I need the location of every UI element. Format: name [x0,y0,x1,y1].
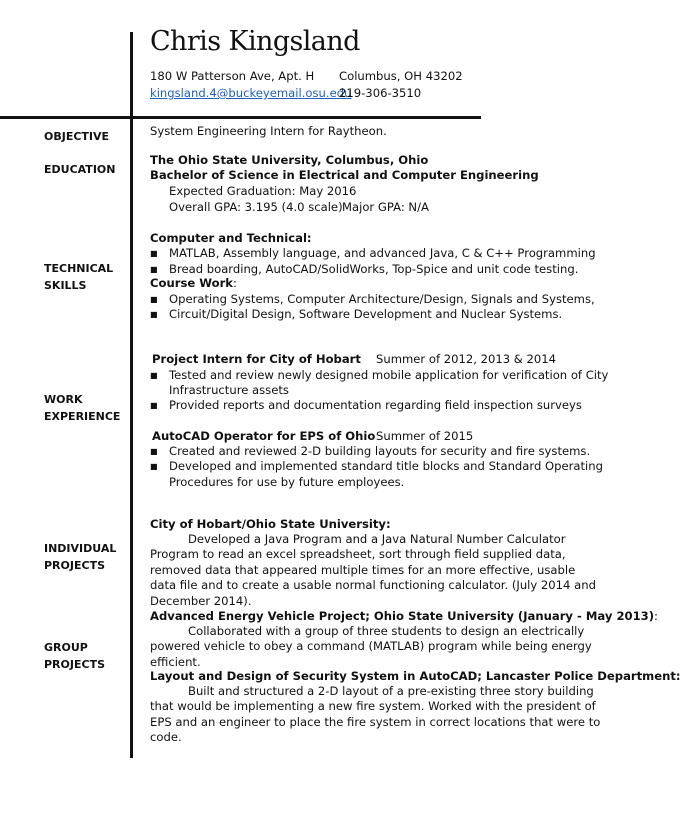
label-group-projects [44,639,105,673]
bullet-icon: ■ [150,249,158,258]
group-project1-text [150,624,602,670]
group-project2-title: Layout and Design of Security System in AutoCAD; Lancaster Police Department: [150,669,681,683]
bullet-icon: ■ [150,371,158,380]
label-objective: OBJECTIVE [44,130,110,143]
candidate-name: Chris Kingsland [150,26,360,57]
group-project1-body: Collaborated with a group of three students to design an electrically powered vehicle to obey a command (MATLAB) program while being energy efficient. [150,624,592,669]
education-school: The Ohio State University, Columbus, Ohio [150,153,429,167]
group-project1-title [150,609,658,624]
individual-project-text [150,532,602,609]
job2-bullet: Developed and implemented standard title blocks and Standard Operating [169,459,603,473]
skills-heading-coursework [150,276,237,291]
label-individual-projects [44,540,116,574]
bullet-icon: ■ [150,462,158,471]
label-line: GROUP [44,641,88,654]
phone: 219-306-3510 [339,86,422,100]
education-gpa: Overall GPA: 3.195 (4.0 scale) [169,200,343,214]
bullet-icon: ■ [150,295,158,304]
job2-bullet: Created and reviewed 2-D building layouts for security and fire systems. [169,444,591,458]
label-line: WORK [44,393,83,406]
objective-text: System Engineering Intern for Raytheon. [150,124,387,138]
coursework-label: Course Work [150,276,234,290]
skill-item: Bread boarding, AutoCAD/SolidWorks, Top-Spice and unit code testing. [169,262,579,276]
horizontal-rule [0,116,481,119]
course-item: Circuit/Digital Design, Software Development and Nuclear Systems. [169,307,563,321]
education-major-gpa: Major GPA: N/A [342,200,429,214]
vertical-rule [130,32,133,758]
individual-project-title: City of Hobart/Ohio State University: [150,517,391,531]
skills-heading-computer: Computer and Technical: [150,231,312,245]
address: 180 W Patterson Ave, Apt. H [150,69,315,83]
course-item: Operating Systems, Computer Architecture/Design, Signals and Systems, [169,292,595,306]
city: Columbus, OH 43202 [339,69,463,83]
bullet-icon: ■ [150,265,158,274]
job1-bullet: Provided reports and documentation regarding field inspection surveys [169,398,582,412]
education-degree: Bachelor of Science in Electrical and Computer Engineering [150,168,539,182]
coursework-colon: : [233,276,237,290]
job2-bullet-cont: Procedures for use by future employees. [169,475,405,489]
job1-title: Project Intern for City of Hobart [152,352,361,366]
group-project2-body: Built and structured a 2-D layout of a pre-existing three story building that would be implementing a new fire system. Worked with the president of EPS and an engineer to place the fire system in correct locations that were to code. [150,684,601,745]
group-project2-text [150,684,602,746]
job1-bullet-cont: Infrastructure assets [169,383,289,397]
education-graduation: Expected Graduation: May 2016 [169,184,357,198]
label-line: EXPERIENCE [44,410,121,423]
label-line: PROJECTS [44,559,105,572]
bullet-icon: ■ [150,310,158,319]
label-line: SKILLS [44,279,87,292]
label-line: PROJECTS [44,658,105,671]
email-link[interactable]: kingsland.4@buckeyemail.osu.edu [150,86,352,100]
label-technical-skills [44,260,113,294]
skill-item: MATLAB, Assembly language, and advanced Java, C & C++ Programming [169,246,596,260]
group-project1-heading: Advanced Energy Vehicle Project; Ohio State University (January - May 2013) [150,609,655,623]
job2-date: Summer of 2015 [376,429,474,443]
bullet-icon: ■ [150,447,158,456]
individual-project-body: Developed a Java Program and a Java Natural Number Calculator Program to read an excel spreadsheet, sort through field supplied data, removed data that appeared multiple times for an more effective, usable data file and to create a usable normal functioning calculator. (July 2014 and December 2014). [150,532,596,608]
label-education: EDUCATION [44,163,116,176]
group-project1-colon: : [654,609,658,623]
job1-bullet: Tested and review newly designed mobile application for verification of City [169,368,609,382]
label-line: INDIVIDUAL [44,542,117,555]
job1-date: Summer of 2012, 2013 & 2014 [376,352,557,366]
label-work-experience [44,391,120,425]
bullet-icon: ■ [150,401,158,410]
job2-title: AutoCAD Operator for EPS of Ohio [152,429,376,443]
label-line: TECHNICAL [44,262,114,275]
